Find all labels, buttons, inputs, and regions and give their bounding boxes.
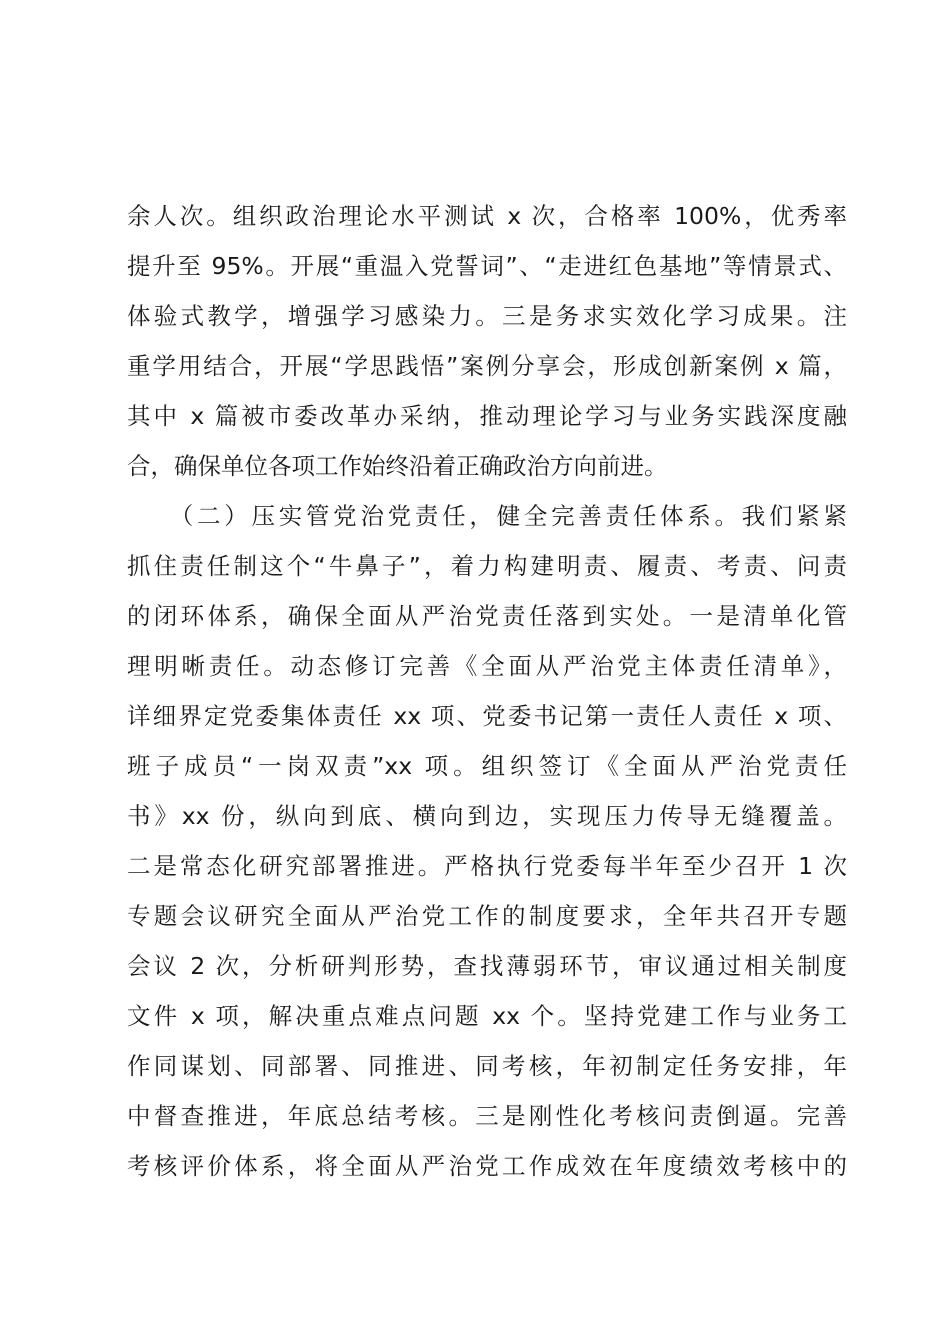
text-line-1: 余人次。组织政治理论水平测试 x 次，合格率 100%，优秀率 <box>127 202 847 230</box>
text-line-19: 中督查推进，年底总结考核。三是刚性化考核问责倒逼。完善 <box>127 1102 847 1130</box>
text-line-2: 提升至 95%。开展“重温入党誓词”、“走进红色基地”等情景式、 <box>127 252 847 280</box>
text-line-6: 合，确保单位各项工作始终沿着正确政治方向前进。 <box>127 452 668 480</box>
text-line-8: 抓住责任制这个“牛鼻子”，着力构建明责、履责、考责、问责 <box>127 552 847 580</box>
body-text <box>127 191 847 1191</box>
text-line-10: 理明晰责任。动态修订完善《全面从严治党主体责任清单》， <box>127 652 847 680</box>
text-line-3: 体验式教学，增强学习感染力。三是务求实效化学习成果。注 <box>127 302 847 330</box>
text-line-11: 详细界定党委集体责任 xx 项、党委书记第一责任人责任 x 项、 <box>127 702 847 730</box>
text-line-14: 二是常态化研究部署推进。严格执行党委每半年至少召开 1 次 <box>127 852 847 880</box>
text-line-20: 考核评价体系，将全面从严治党工作成效在年度绩效考核中的 <box>127 1152 847 1180</box>
text-line-15: 专题会议研究全面从严治党工作的制度要求，全年共召开专题 <box>127 902 847 930</box>
text-line-16: 会议 2 次，分析研判形势，查找薄弱环节，审议通过相关制度 <box>127 952 847 980</box>
text-line-9: 的闭环体系，确保全面从严治党责任落到实处。一是清单化管 <box>127 602 847 630</box>
text-line-17: 文件 x 项，解决重点难点问题 xx 个。坚持党建工作与业务工 <box>127 1002 847 1030</box>
text-line-5: 其中 x 篇被市委改革办采纳，推动理论学习与业务实践深度融 <box>127 402 847 430</box>
text-line-13: 书》xx 份，纵向到底、横向到边，实现压力传导无缝覆盖。 <box>127 802 847 830</box>
text-line-12: 班子成员“一岗双责”xx 项。组织签订《全面从严治党责任 <box>127 752 847 780</box>
text-line-7: （二）压实管党治党责任，健全完善责任体系。我们紧紧 <box>127 502 847 530</box>
text-line-18: 作同谋划、同部署、同推进、同考核，年初制定任务安排，年 <box>127 1052 847 1080</box>
text-line-4: 重学用结合，开展“学思践悟”案例分享会，形成创新案例 x 篇， <box>127 352 847 380</box>
